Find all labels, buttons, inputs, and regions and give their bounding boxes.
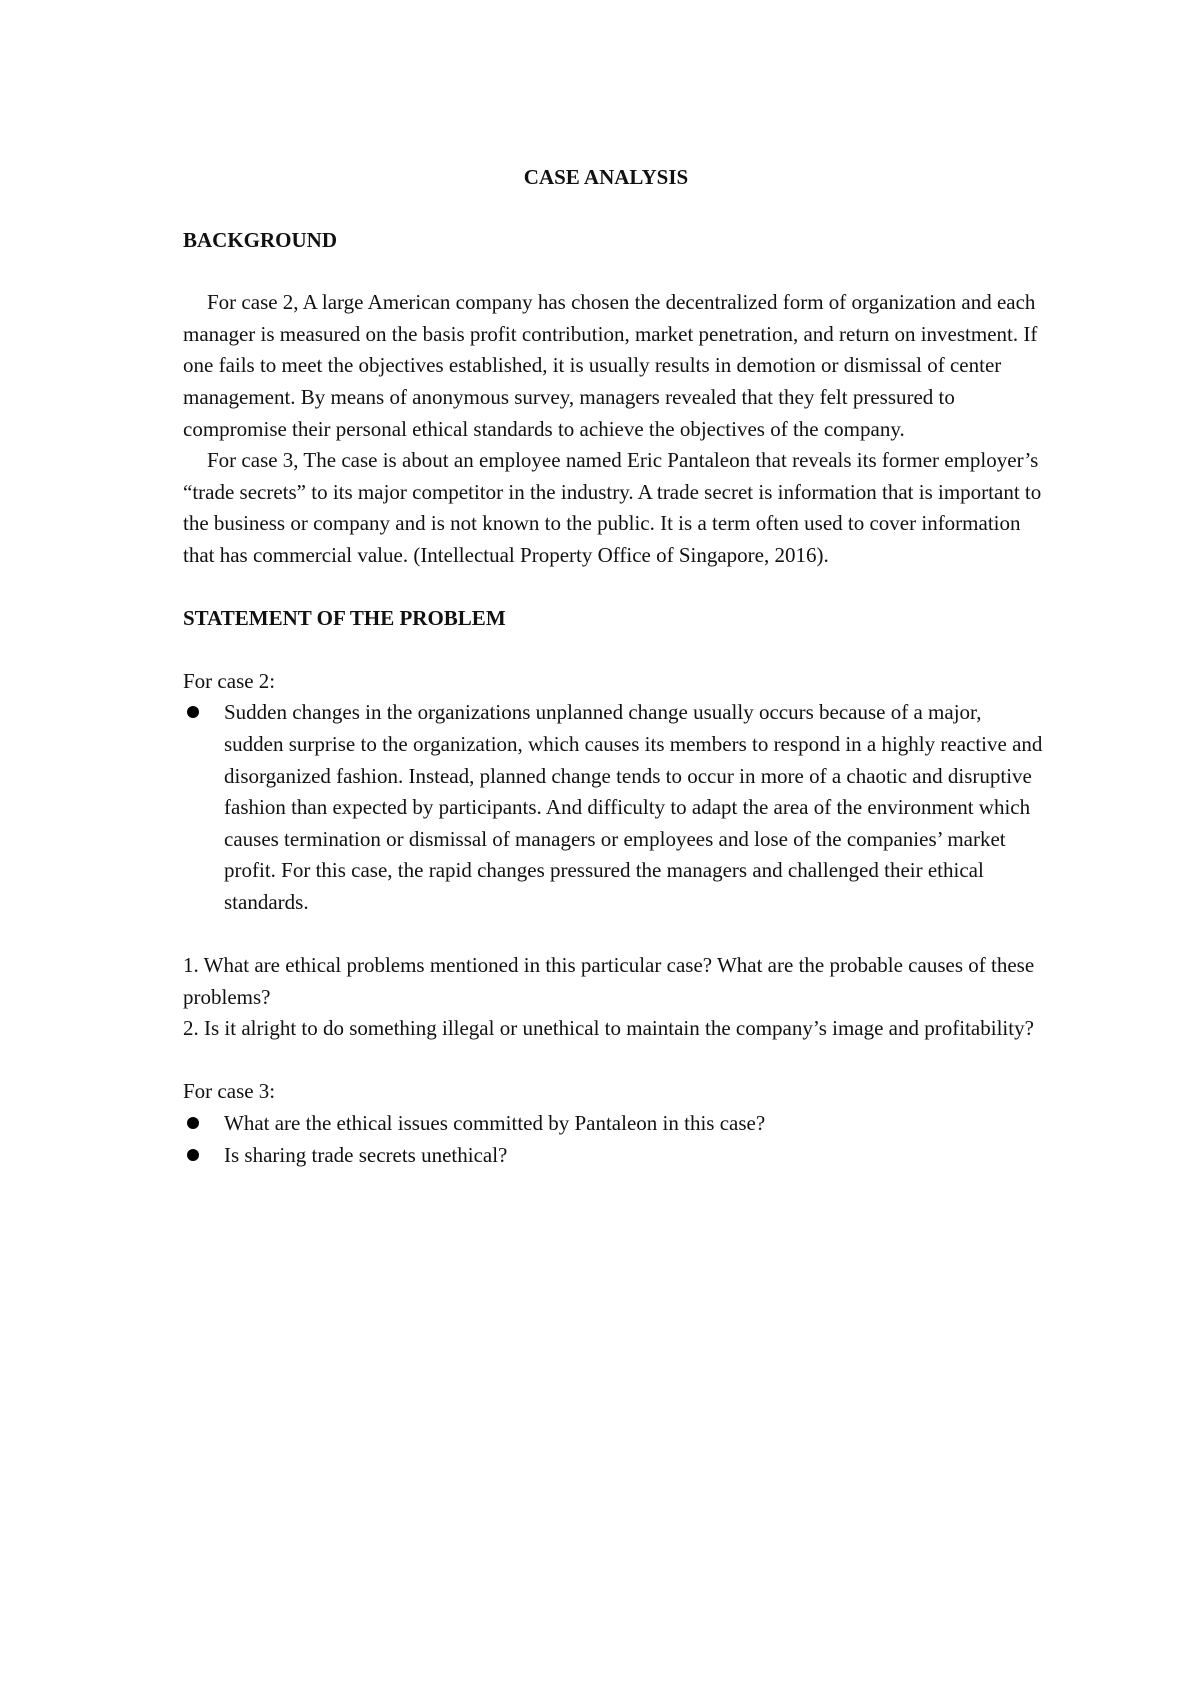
- problem-heading: STATEMENT OF THE PROBLEM: [183, 606, 506, 631]
- bullet-icon: [187, 1117, 199, 1129]
- case2-question-2: 2. Is it alright to do something illegal or unethical to maintain the company’s image and profitability?: [183, 1016, 1034, 1041]
- case3-bullet-list: [183, 1108, 1043, 1171]
- case2-bullet-text: Sudden changes in the organizations unplanned change usually occurs because of a major, sudden surprise to the organization, which causes its members to respond in a highly reactive and disorganized fashion. Instead, planned change tends to occur in more of a chaotic and disruptive fashion than expected by participants. And difficulty to adapt the area of the environment which causes termination or dismissal of managers or employees and lose of the companies’ market profit. For this case, the rapid changes pressured the managers and challenged their ethical standards.: [224, 700, 1043, 914]
- case3-label: For case 3:: [183, 1079, 276, 1104]
- background-paragraph-case3: For case 3, The case is about an employee named Eric Pantaleon that reveals its former employer’s “trade secrets” to its major competitor in the industry. A trade secret is information that is important to the business or company and is not known to the public. It is a term often used to cover information that has commercial value. (Intellectual Property Office of Singapore, 2016).: [183, 448, 1042, 567]
- case3-bullet-text-2: Is sharing trade secrets unethical?: [224, 1142, 508, 1167]
- document-body: [183, 162, 1043, 1171]
- list-item: [183, 1140, 1043, 1172]
- document-title: CASE ANALYSIS: [523, 165, 689, 189]
- bullet-icon: [187, 1149, 199, 1161]
- case3-bullet-text-1: What are the ethical issues committed by Pantaleon in this case?: [224, 1111, 766, 1136]
- list-item: [183, 697, 1043, 918]
- case2-bullet-list: [183, 697, 1043, 918]
- spacer: [183, 572, 1043, 604]
- background-heading: BACKGROUND: [183, 227, 338, 252]
- spacer: [183, 1045, 1043, 1077]
- case2-label: For case 2:: [183, 668, 276, 693]
- bullet-icon: [187, 706, 199, 718]
- background-paragraph-case2: For case 2, A large American company has chosen the decentralized form of organization and each manager is measured on the basis profit contribution, market penetration, and return on investment. If one fails to meet the objectives established, it is usually results in demotion or dismissal of center management. By means of anonymous survey, managers revealed that they felt pressured to compromise their personal ethical standards to achieve the objectives of the company.: [183, 290, 1038, 441]
- spacer: [183, 918, 1043, 950]
- case2-question-1: 1. What are ethical problems mentioned in this particular case? What are the probable causes of these problems?: [183, 953, 1035, 1009]
- list-item: [183, 1108, 1043, 1140]
